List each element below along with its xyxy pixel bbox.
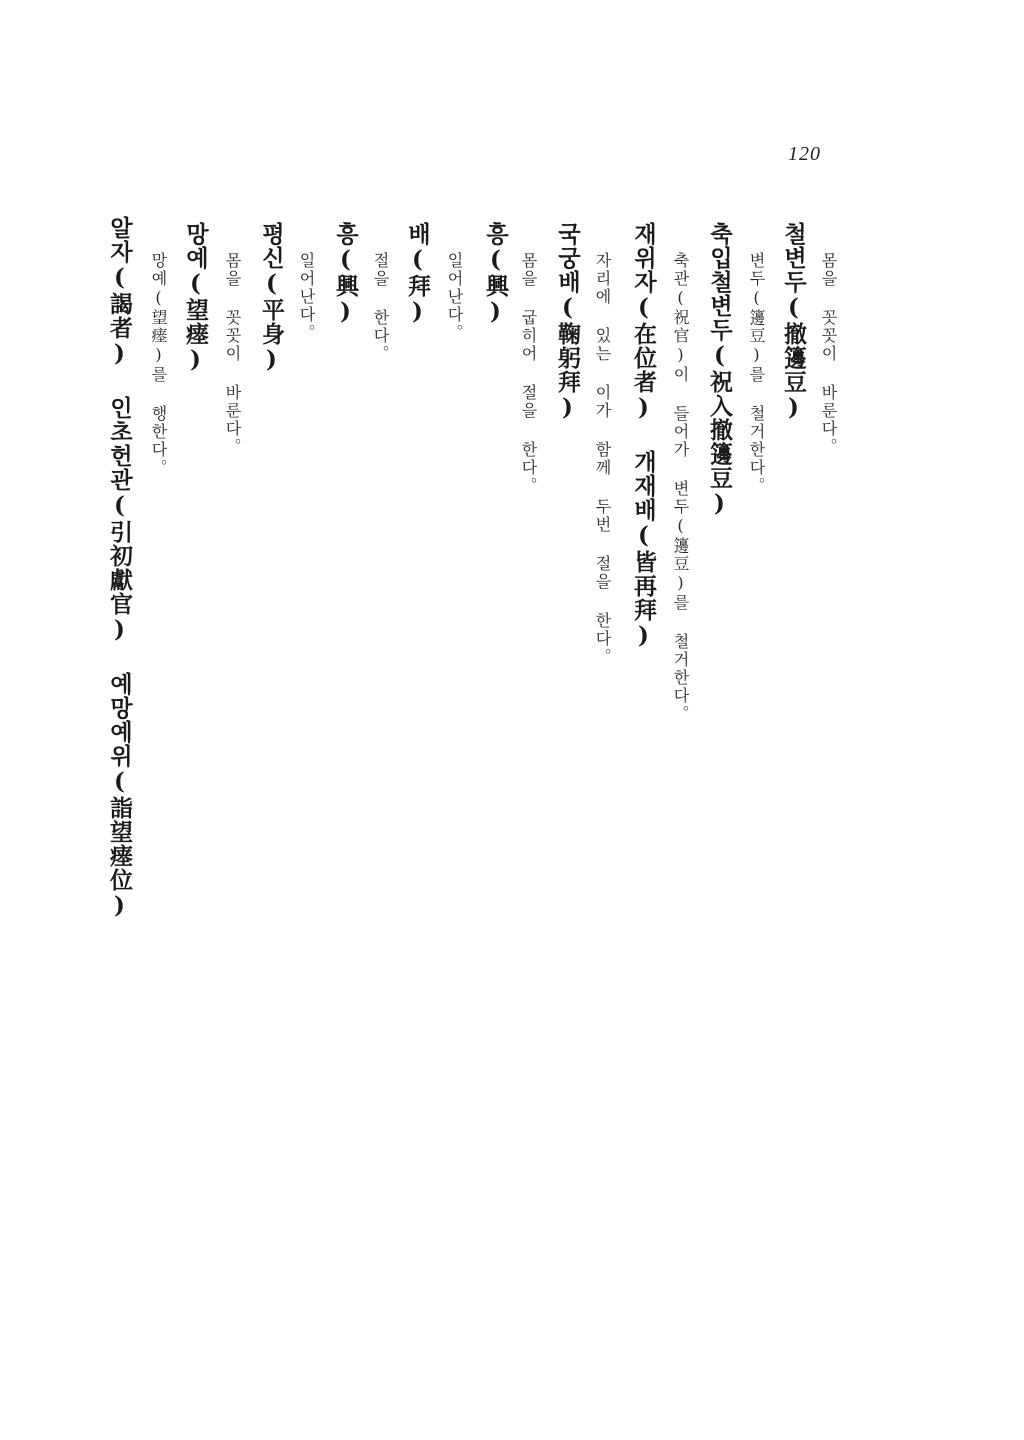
text-column-1: 몸을 꼿꼿이 바룬다。 (819, 252, 838, 456)
text-column-4: 축입철변두(祝入撤籩豆) (706, 222, 733, 518)
text-column-12: 배(拜) (404, 222, 431, 326)
text-column-11: 일어난다。 (445, 252, 464, 342)
text-column-2: 철변두(撤籩豆) (780, 222, 807, 422)
text-column-16: 평신(平身) (258, 222, 285, 374)
text-column-19: 망예(望瘗)를 행한다。 (149, 252, 168, 477)
text-column-6: 재위자(在位者) 개재배(皆再拜) (630, 222, 657, 650)
text-column-3: 변두(籩豆)를 철거한다。 (747, 252, 766, 495)
text-column-9: 몸을 굽히어 절을 한다。 (519, 252, 538, 495)
page-number: 120 (788, 143, 821, 165)
text-column-7: 자리에 있는 이가 함께 두번 절을 한다。 (593, 252, 612, 666)
text-column-18: 망예(望瘗) (182, 222, 209, 374)
text-column-15: 일어난다。 (297, 252, 316, 342)
text-column-8: 국궁배(鞠躬拜) (554, 222, 581, 422)
text-column-13: 절을 한다。 (371, 252, 390, 363)
text-column-10: 흥(興) (482, 222, 509, 326)
text-column-5: 축관(祝官)이 들어가 변두(籩豆)를 철거한다。 (671, 252, 690, 723)
text-column-14: 흥(興) (332, 222, 359, 326)
text-column-20: 알자(謁者) 인초헌관(引初獻官) 예망예위(詣望瘗位) (106, 216, 133, 920)
text-column-17: 몸을 꼿꼿이 바룬다。 (223, 252, 242, 456)
